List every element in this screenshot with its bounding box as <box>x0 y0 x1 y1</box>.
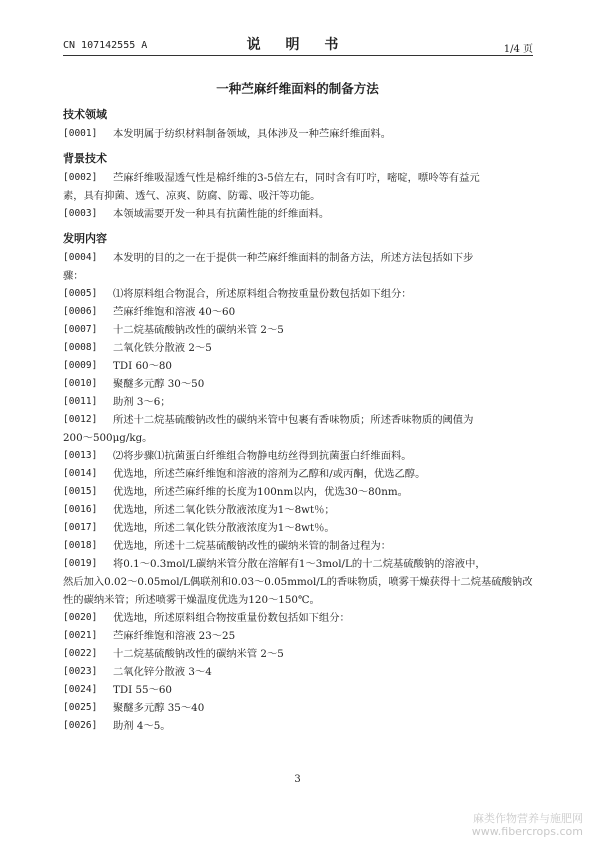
paragraph-first-line: 优选地，所述原料组合物按重量份数包括如下组分： <box>113 612 350 624</box>
paragraph-number: [0008] <box>63 342 98 353</box>
paragraph-number: [0007] <box>63 324 98 335</box>
paragraph <box>63 537 533 555</box>
paragraph-first-line: 本发明的目的之一在于提供一种苎麻纤维面料的制备方法，所述方法包括如下步 <box>113 252 474 264</box>
paragraph-first-line: ⑴将原料组合物混合，所述原料组合物按重量份数包括如下组分： <box>113 288 412 300</box>
paragraph-first-line: 优选地，所述苎麻纤维的长度为100nm以内，优选30～80nm。 <box>113 486 408 498</box>
paragraph <box>63 501 533 519</box>
paragraph-number: [0019] <box>63 558 98 569</box>
watermark <box>472 812 583 838</box>
section-heading: 技术领域 <box>63 108 107 121</box>
paragraph-number: [0010] <box>63 378 98 389</box>
paragraph-number: [0011] <box>63 396 98 407</box>
paragraph <box>63 519 533 537</box>
paragraph-continuation: 骤： <box>63 270 84 282</box>
paragraph-first-line: 十二烷基硫酸钠改性的碳纳米管 2～5 <box>113 648 284 660</box>
paragraph <box>63 357 533 375</box>
header-divider <box>63 55 533 56</box>
paragraph <box>63 483 533 501</box>
paragraph <box>63 321 533 339</box>
paragraph-number: [0009] <box>63 360 98 371</box>
paragraph-number: [0006] <box>63 306 98 317</box>
paragraph-first-line: 助剂 3～6； <box>113 396 171 408</box>
watermark-line-1: 麻类作物营养与施肥网 <box>473 812 583 825</box>
paragraph-first-line: 二氧化铁分散液 2～5 <box>113 342 212 354</box>
paragraph <box>63 205 533 223</box>
paragraph-text <box>113 303 533 321</box>
document-type-heading: 说 明 书 <box>246 37 349 53</box>
document-title: 一种苎麻纤维面料的制备方法 <box>216 81 379 96</box>
paragraph-first-line: 优选地，所述苎麻纤维饱和溶液的溶剂为乙醇和/或丙酮，优选乙醇。 <box>113 468 426 480</box>
paragraph-first-line: 本发明属于纺织材料制备领域，具体涉及一种苎麻纤维面料。 <box>113 128 392 140</box>
watermark-line-2: www.fibercrops.com <box>471 825 583 838</box>
paragraph-text <box>113 465 533 483</box>
paragraph-first-line: 苎麻纤维饱和溶液 23～25 <box>113 630 236 642</box>
paragraph-number: [0002] <box>63 172 98 183</box>
paragraph <box>63 699 533 717</box>
page-indicator: 1/4 页 <box>503 44 533 55</box>
paragraph-text <box>113 357 533 375</box>
paragraph-first-line: 十二烷基硫酸钠改性的碳纳米管 2～5 <box>113 324 284 336</box>
paragraph-text <box>113 375 533 393</box>
paragraph-text <box>113 663 533 681</box>
paragraph <box>63 627 533 645</box>
paragraph-text <box>113 285 533 303</box>
paragraph <box>63 303 533 321</box>
paragraph-text <box>113 609 533 627</box>
section-heading: 发明内容 <box>63 232 107 245</box>
paragraph-number: [0015] <box>63 486 98 497</box>
paragraph-text <box>113 699 533 717</box>
paragraph-number: [0018] <box>63 540 98 551</box>
paragraph-number: [0012] <box>63 414 98 425</box>
paragraph-text <box>113 483 533 501</box>
paragraph-text <box>113 627 533 645</box>
paragraph-number: [0016] <box>63 504 98 515</box>
section-heading: 背景技术 <box>63 152 107 165</box>
paragraph-first-line: 优选地，所述二氧化铁分散液浓度为1～8wt％。 <box>113 522 335 534</box>
paragraph-first-line: ⑵将步骤⑴抗菌蛋白纤维组合物静电纺丝得到抗菌蛋白纤维面料。 <box>113 450 412 462</box>
paragraph-continuation: 200～500μg/kg。 <box>63 432 153 444</box>
paragraph-first-line: TDI 55～60 <box>113 684 172 696</box>
paragraph-number: [0022] <box>63 648 98 659</box>
paragraph-text <box>113 537 533 555</box>
paragraph <box>63 393 533 411</box>
paragraph-first-line: 所述十二烷基硫酸钠改性的碳纳米管中包裹有香味物质；所述香味物质的阈值为 <box>113 414 474 426</box>
paragraph-number: [0001] <box>63 128 98 139</box>
paragraph <box>63 609 533 627</box>
paragraph <box>63 285 533 303</box>
paragraph <box>63 339 533 357</box>
paragraph <box>63 465 533 483</box>
paragraph <box>63 555 533 609</box>
paragraph-text <box>113 717 533 735</box>
paragraph-text <box>113 447 533 465</box>
paragraph-first-line: 本领域需要开发一种具有抗菌性能的纤维面料。 <box>113 208 330 220</box>
paragraph <box>63 169 533 205</box>
paragraph-text <box>113 393 533 411</box>
paragraph <box>63 681 533 699</box>
paragraph-first-line: 聚醚多元醇 35～40 <box>113 702 205 714</box>
paragraph-continuation: 素，具有抑菌、透气、凉爽、防腐、防霉、吸汗等功能。 <box>63 190 321 202</box>
paragraph-text <box>113 125 533 143</box>
paragraph-number: [0023] <box>63 666 98 677</box>
paragraph <box>63 375 533 393</box>
paragraph-number: [0014] <box>63 468 98 479</box>
paragraph <box>63 125 533 143</box>
paragraph <box>63 663 533 681</box>
paragraph-text <box>113 339 533 357</box>
paragraph-number: [0025] <box>63 702 98 713</box>
paragraph-first-line: 将0.1～0.3mol/L碳纳米管分散在溶解有1～3mol/L的十二烷基硫酸钠的溶液中， <box>113 558 486 570</box>
paragraph <box>63 411 533 447</box>
paragraph-first-line: 优选地，所述二氧化铁分散液浓度为1～8wt％； <box>113 504 335 516</box>
paragraph <box>63 447 533 465</box>
paragraph-first-line: 优选地，所述十二烷基硫酸钠改性的碳纳米管的制备过程为： <box>113 540 392 552</box>
paragraph-first-line: 助剂 4～5。 <box>113 720 171 732</box>
paragraph-text <box>113 681 533 699</box>
paragraph-number: [0013] <box>63 450 98 461</box>
paragraph-number: [0026] <box>63 720 98 731</box>
paragraph <box>63 645 533 663</box>
paragraph-number: [0017] <box>63 522 98 533</box>
paragraph-number: [0003] <box>63 208 98 219</box>
paragraph <box>63 249 533 285</box>
paragraph-number: [0020] <box>63 612 98 623</box>
document-body <box>63 107 533 735</box>
paragraph-first-line: 聚醚多元醇 30～50 <box>113 378 205 390</box>
paragraph-text <box>113 645 533 663</box>
paragraph-text <box>113 501 533 519</box>
document-number: CN 107142555 A <box>63 40 148 51</box>
paragraph-number: [0005] <box>63 288 98 299</box>
page-number: 3 <box>294 774 301 785</box>
paragraph-first-line: TDI 60～80 <box>113 360 172 372</box>
paragraph <box>63 717 533 735</box>
paragraph-first-line: 二氧化锌分散液 3～4 <box>113 666 212 678</box>
paragraph-number: [0021] <box>63 630 98 641</box>
paragraph-text <box>113 321 533 339</box>
paragraph-text <box>113 205 533 223</box>
paragraph-number: [0004] <box>63 252 98 263</box>
paragraph-continuation: 然后加入0.02～0.05mol/L偶联剂和0.03～0.05mmol/L的香味物质，喷雾干燥获得十二烷基硫酸钠改性的碳纳米管；所述喷雾干燥温度优选为120～150℃。 <box>63 576 533 606</box>
paragraph-first-line: 苎麻纤维饱和溶液 40～60 <box>113 306 236 318</box>
paragraph-number: [0024] <box>63 684 98 695</box>
paragraph-text <box>113 519 533 537</box>
paragraph-first-line: 苎麻纤维吸湿透气性是棉纤维的3-5倍左右，同时含有叮咛，嘧啶，嘌呤等有益元 <box>113 172 480 184</box>
